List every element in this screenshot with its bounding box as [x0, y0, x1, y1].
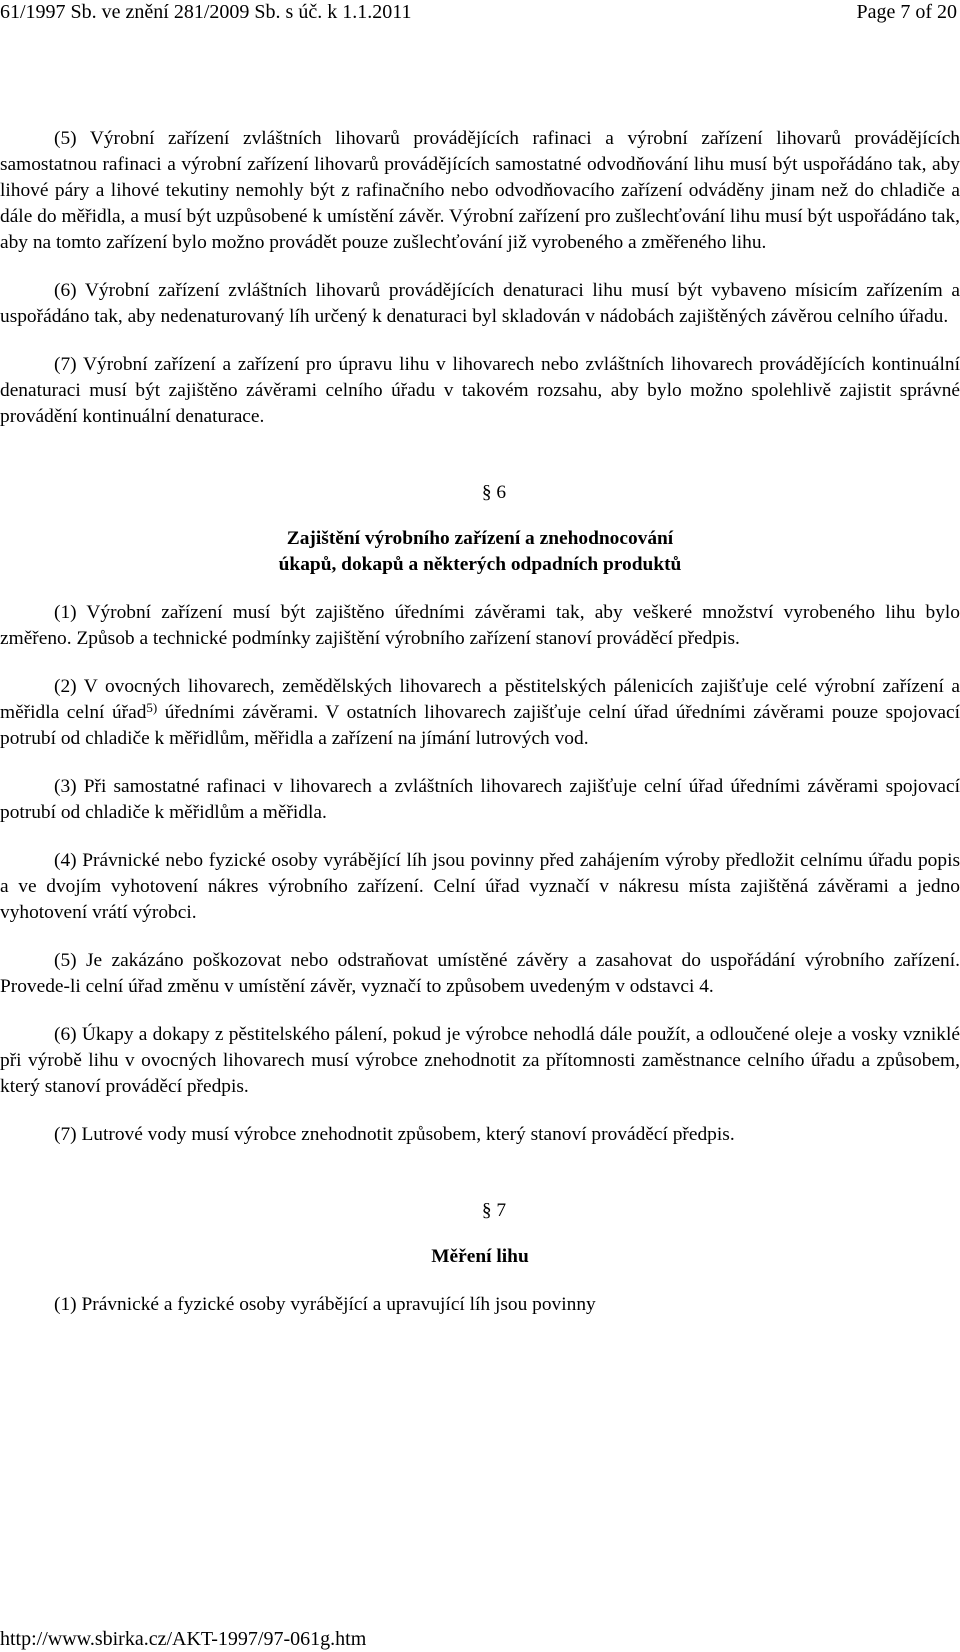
- paragraph-6-4: (4) Právnické nebo fyzické osoby vyrábějící líh jsou povinny před zahájením výroby předložit celnímu úřadu popis a ve dvojím vyhotovení nákres výrobního zařízení. Celní úřad vyznačí v nákresu místa zajištěná závěrami a jedno vyhotovení vrátí výrobci.: [0, 850, 960, 923]
- section-6-title-line-1: Zajištění výrobního zařízení a znehodnocování: [286, 528, 674, 549]
- paragraph-6-3: (3) Při samostatné rafinaci v lihovarech a zvláštních lihovarech zajišťuje celní úřad úředními závěrami spojovací potrubí od chladiče k měřidlům a měřidla.: [0, 776, 960, 823]
- paragraph-6-7: (7) Lutrové vody musí výrobce znehodnotit způsobem, který stanoví prováděcí předpis.: [54, 1124, 735, 1145]
- section-6-mark: § 6: [481, 482, 507, 503]
- paragraph-5-6: (6) Výrobní zařízení zvláštních lihovarů provádějících denaturaci lihu musí být vybaveno mísicím zařízením a uspořádáno tak, aby nedenaturovaný líh určený k denaturaci byl skladován v nádobách zajištěných závěrou celního úřadu.: [0, 280, 960, 327]
- document-body: [0, 126, 960, 1318]
- page-footer-url: http://www.sbirka.cz/AKT-1997/97-061g.htm: [0, 1628, 367, 1650]
- paragraph-6-2: [0, 674, 960, 752]
- paragraph-5-1: (5) Výrobní zařízení zvláštních lihovarů provádějících rafinaci a výrobní zařízení lihovarů provádějících samostatnou rafinaci a výrobní zařízení lihovarů provádějících samostatné odvodňování lihu musí být uspořádáno tak, aby lihové páry a lihové tekutiny nemohly být z rafinačního nebo odvodňovacího zařízení odváděny jinam než do chladiče a dále do měřidla, a musí být uzpůsobené k umístění závěr. Výrobní zařízení pro zušlechťování lihu musí být uspořádáno tak, aby na tomto zařízení bylo možno provádět pouze zušlechťování již vyrobeného a změřeného lihu.: [0, 128, 960, 253]
- paragraph-6-1: (1) Výrobní zařízení musí být zajištěno úředními závěrami tak, aby veškeré množství vyrobeného lihu bylo změřeno. Způsob a technické podmínky zajištění výrobního zařízení stanoví prováděcí předpis.: [0, 602, 960, 649]
- paragraph-6-5: (5) Je zakázáno poškozovat nebo odstraňovat umístěné závěry a zasahovat do uspořádání výrobního zařízení. Provede-li celní úřad změnu v umístění závěr, vyznačí to způsobem uvedeným v odstavci 4.: [0, 950, 960, 997]
- section-7-title: Měření lihu: [431, 1246, 529, 1267]
- page-header: [0, 0, 960, 24]
- paragraph-6-2-text-start: (2) V ovocných lihovarech, zemědělských lihovarech a pěstitelských pálenicích zajišťuje celé výrobní zařízení a měřidla celní úřad: [0, 676, 960, 723]
- section-7-mark: § 7: [481, 1200, 507, 1221]
- page-number: Page 7 of 20: [856, 1, 957, 23]
- paragraph-6-6: (6) Úkapy a dokapy z pěstitelského pálení, pokud je výrobce nehodlá dále použít, a odloučené oleje a vosky vzniklé při výrobě lihu v ovocných lihovarech musí výrobce znehodnotit za přítomnosti zaměstnance celního úřadu a způsobem, který stanoví prováděcí předpis.: [0, 1024, 960, 1097]
- footnote-reference: 5): [146, 700, 158, 715]
- paragraph-5-7: (7) Výrobní zařízení a zařízení pro úpravu lihu v lihovarech nebo zvláštních lihovarech provádějících kontinuální denaturaci musí být zajištěno závěrami celního úřadu v takovém rozsahu, aby bylo možno spolehlivě zajistit správné provádění kontinuální denaturace.: [0, 354, 960, 427]
- paragraph-6-2-text-end: úředními závěrami. V ostatních lihovarech zajišťuje celní úřad úředními závěrami pouze spojovací potrubí od chladiče k měřidlům, měřidla a zařízení na jímání lutrových vod.: [0, 702, 960, 749]
- document-reference: 61/1997 Sb. ve znění 281/2009 Sb. s úč. k 1.1.2011: [0, 1, 412, 23]
- paragraph-7-1: (1) Právnické a fyzické osoby vyrábějící a upravující líh jsou povinny: [54, 1294, 596, 1315]
- section-6-title-line-2: úkapů, dokapů a některých odpadních produktů: [278, 554, 682, 575]
